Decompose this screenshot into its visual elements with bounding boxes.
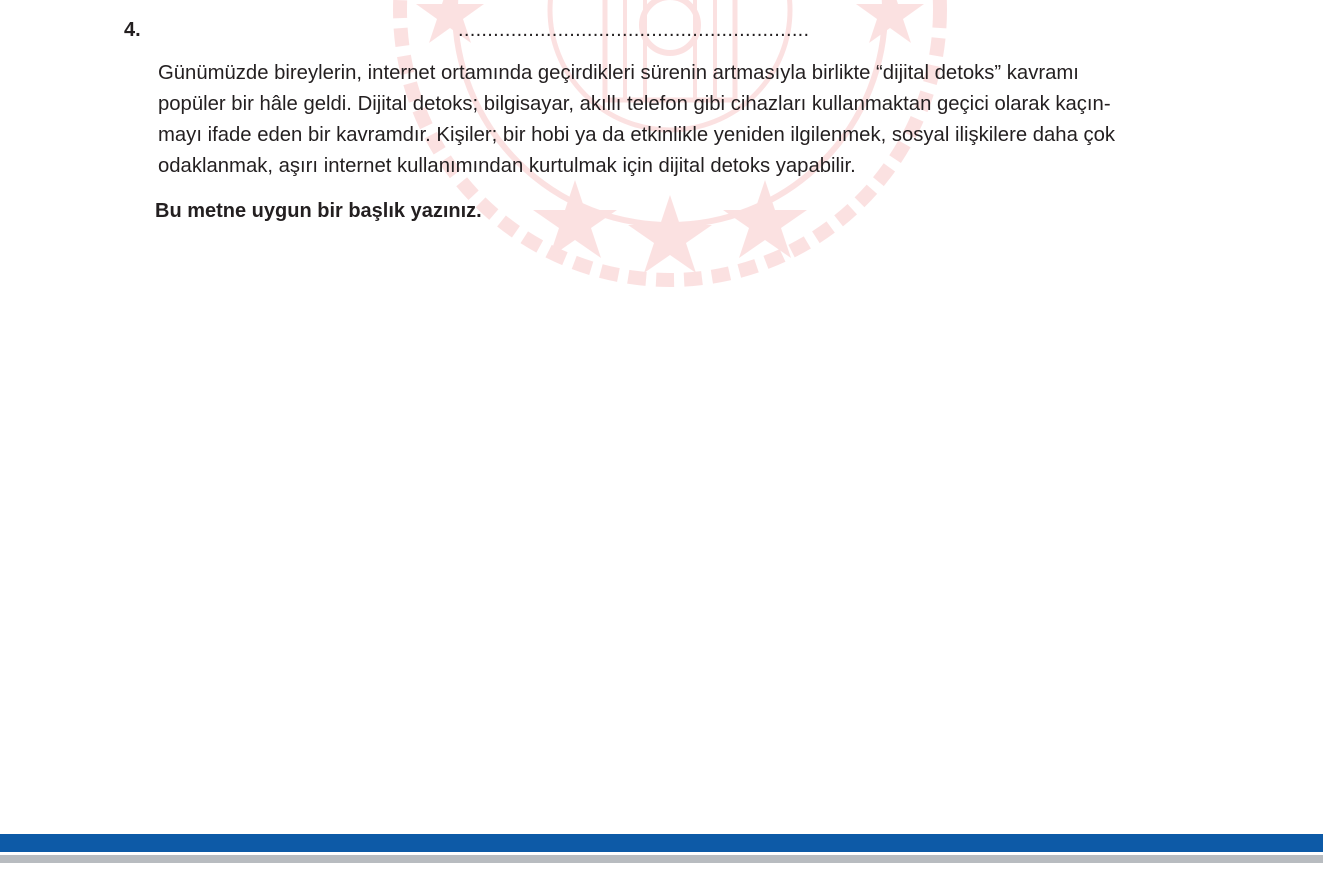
title-answer-blank[interactable]: ............................................................: [458, 19, 810, 41]
question-passage: [158, 58, 1218, 182]
passage-line: Günümüzde bireylerin, internet ortamında geçirdikleri sürenin artmasıyla birlikte “dijital detoks” kavramı: [158, 62, 1079, 84]
footer-bar-gray: [0, 855, 1323, 863]
passage-line: popüler bir hâle geldi. Dijital detoks; bilgisayar, akıllı telefon gibi cihazları kullanmaktan geçici olarak kaçın-: [158, 93, 1111, 115]
question-number: 4.: [124, 19, 141, 41]
passage-line: mayı ifade eden bir kavramdır. Kişiler; bir hobi ya da etkinlikle yeniden ilgilenmek, sosyal ilişkilere daha çok: [158, 124, 1116, 146]
passage-line: odaklanmak, aşırı internet kullanımından kurtulmak için dijital detoks yapabilir.: [158, 155, 856, 177]
footer-bar-blue: [0, 834, 1323, 852]
question-prompt: Bu metne uygun bir başlık yazınız.: [155, 200, 482, 222]
